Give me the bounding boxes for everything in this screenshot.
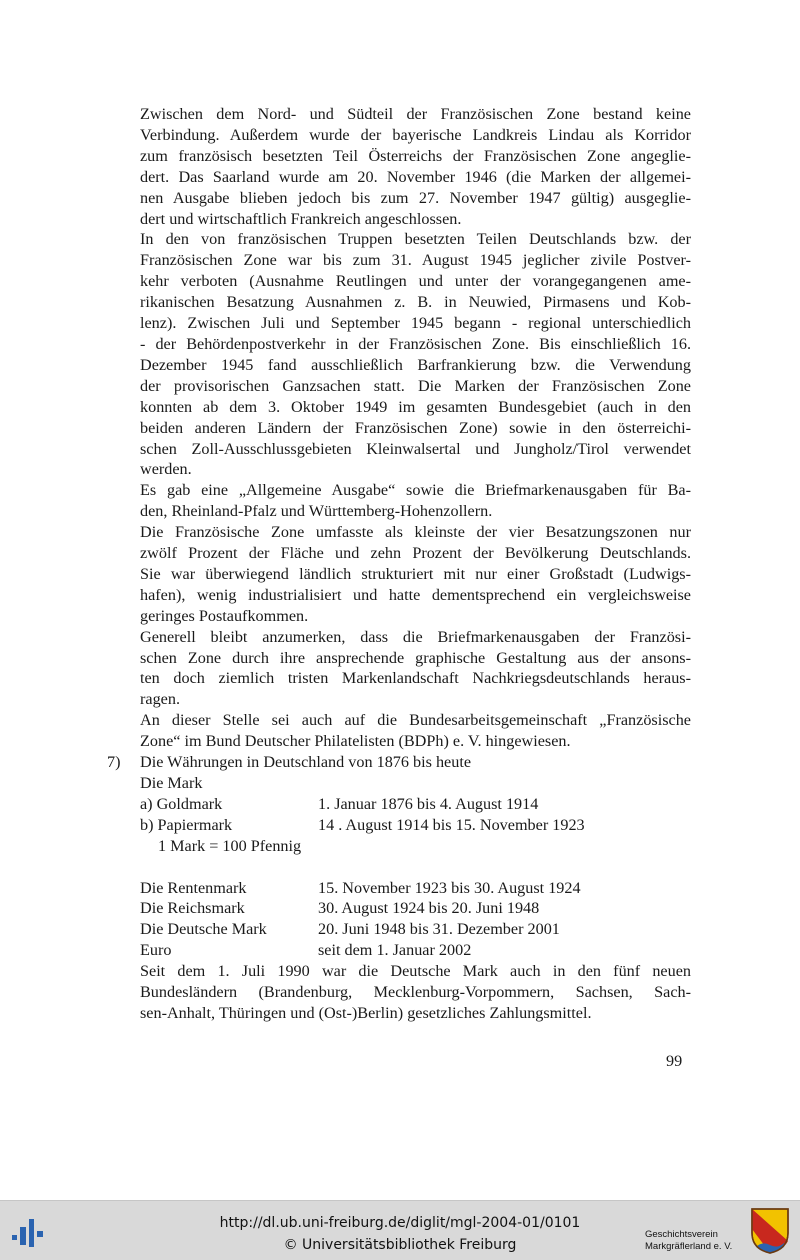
text-line: sen-Anhalt, Thüringen und (Ost-)Berlin) gesetzliches Zahlungsmittel. — [140, 1003, 592, 1022]
paragraph — [140, 522, 691, 627]
section-7 — [107, 752, 691, 1024]
text-line: Bundesländern (Brandenburg, Mecklenburg-Vorpommern, Sachsen, Sach- — [140, 983, 691, 1002]
text-line: Die Französische Zone umfasste als kleinste der vier Besatzungszonen nur — [140, 523, 691, 542]
text-line: nen Ausgabe blieben jedoch bis zum 27. November 1947 gültig) ausgeglie- — [140, 188, 691, 207]
text-line: In den von französischen Truppen besetzten Teilen Deutschlands bzw. der — [140, 230, 691, 249]
text-line: ragen. — [140, 690, 180, 709]
paragraph — [140, 104, 691, 229]
paragraph-list — [140, 104, 691, 752]
text-line: zum französisch besetzten Teil Österreichs der Französischen Zone angeglie- — [140, 146, 691, 165]
currency-period: 30. August 1924 bis 20. Juni 1948 — [318, 899, 540, 918]
mark-note: 1 Mark = 100 Pfennig — [158, 836, 302, 855]
coat-of-arms-icon[interactable] — [750, 1207, 790, 1255]
copyright-text: © Universitätsbibliothek Freiburg — [283, 1237, 517, 1253]
society-name — [645, 1229, 732, 1253]
text-line: schen Zoll-Ausschlussgebieten Kleinwalsertal und Jungholz/Tirol verwendet — [140, 439, 691, 458]
text-line: beiden anderen Ländern der Französischen Zone) sowie in den österreichi- — [140, 418, 691, 437]
section-subheading: Die Mark — [140, 774, 203, 792]
currency-row — [140, 940, 691, 961]
text-line: der provisorischen Ganzsachen statt. Die Marken der Französischen Zone — [140, 376, 691, 395]
currency-label: a) Goldmark — [140, 794, 223, 813]
currency-period: 20. Juni 1948 bis 31. Dezember 2001 — [318, 920, 560, 939]
blank-line — [140, 857, 691, 878]
society-name-line: Markgräflerland e. V. — [645, 1241, 733, 1252]
text-line: An dieser Stelle sei auch auf die Bundesarbeitsgemeinschaft „Französische — [140, 711, 691, 730]
text-line: Dezember 1945 fand ausschließlich Barfrankierung bzw. die Verwendung — [140, 355, 691, 374]
text-line: Sie war überwiegend ländlich strukturiert mit nur einer Großstadt (Ludwigs- — [140, 564, 691, 583]
society-name-line: Geschichtsverein — [645, 1229, 718, 1240]
text-line: geringes Postaufkommen. — [140, 606, 309, 625]
document-url-link[interactable]: http://dl.ub.uni-freiburg.de/diglit/mgl-2004-01/0101 — [219, 1215, 581, 1231]
text-line: Generell bleibt anzumerken, dass die Briefmarkenausgaben der Französi- — [140, 627, 691, 646]
currency-row — [140, 794, 691, 815]
text-line: Seit dem 1. Juli 1990 war die Deutsche Mark auch in den fünf neuen — [140, 962, 691, 981]
section-number: 7) — [107, 753, 121, 772]
section-heading: Die Währungen in Deutschland von 1876 bis heute — [140, 753, 472, 772]
currency-row — [140, 878, 691, 899]
currency-label: b) Papiermark — [140, 815, 233, 834]
currency-period: seit dem 1. Januar 2002 — [318, 941, 472, 960]
text-line: Zwischen dem Nord- und Südteil der Französischen Zone bestand keine — [140, 105, 691, 123]
currency-label: Euro — [140, 941, 172, 960]
page-number: 99 — [666, 1052, 683, 1070]
paragraph — [140, 229, 691, 480]
currency-row — [140, 898, 691, 919]
currency-period: 15. November 1923 bis 30. August 1924 — [318, 878, 581, 897]
currency-label: Die Deutsche Mark — [140, 920, 267, 939]
text-line: zwölf Prozent der Fläche und zehn Prozent der Bevölkerung Deutschlands. — [140, 544, 691, 563]
closing-paragraph — [140, 961, 691, 1024]
paragraph — [140, 627, 691, 711]
currency-label: Die Rentenmark — [140, 878, 247, 897]
text-line: dert. Das Saarland wurde am 20. November 1946 (die Marken der allgemei- — [140, 167, 691, 186]
text-line: - der Behördenpostverkehr in der Französischen Zone. Bis einschließlich 16. — [140, 334, 691, 353]
text-line: den, Rheinland-Pfalz und Württemberg-Hohenzollern. — [140, 502, 493, 521]
text-line: Es gab eine „Allgemeine Ausgabe“ sowie die Briefmarkenausgaben für Ba- — [140, 481, 691, 500]
currency-row — [140, 919, 691, 940]
currency-period: 1. Januar 1876 bis 4. August 1914 — [318, 794, 539, 813]
text-line: dert und wirtschaftlich Frankreich angeschlossen. — [140, 209, 462, 228]
text-line: werden. — [140, 460, 192, 479]
body-text — [107, 104, 691, 1024]
text-line: Zone“ im Bund Deutscher Philatelisten (BDPh) e. V. hingewiesen. — [140, 732, 571, 751]
text-line: hafen), wenig industrialisiert und hatte dementsprechend ein vergleichsweise — [140, 585, 691, 604]
text-line: schen Zone durch ihre ansprechende graphische Gestaltung aus der ansons- — [140, 648, 691, 667]
text-line: konnten ab dem 3. Oktober 1949 im gesamten Bundesgebiet (auch in den — [140, 397, 691, 416]
text-line: lenz). Zwischen Juli und September 1945 begann - regional unterschiedlich — [140, 314, 691, 333]
currency-label: Die Reichsmark — [140, 899, 245, 918]
text-line: rikanischen Besatzung Ausnahmen z. B. in Neuwied, Pirmasens und Kob- — [140, 293, 691, 312]
text-line: ten doch ziemlich tristen Markenlandschaft Nachkriegsdeutschlands heraus- — [140, 669, 691, 688]
currency-period: 14 . August 1914 bis 15. November 1923 — [318, 815, 585, 834]
paragraph — [140, 710, 691, 752]
text-line: Französischen Zone war bis zum 31. August 1945 jeglicher zivile Postver- — [140, 251, 691, 270]
text-line: kehr verboten (Ausnahme Reutlingen und unter der vorangegangenen ame- — [140, 272, 691, 291]
viewer-footer — [0, 1200, 800, 1260]
currency-row — [140, 815, 691, 836]
paragraph — [140, 480, 691, 522]
text-line: Verbindung. Außerdem wurde der bayerische Landkreis Lindau als Korridor — [140, 125, 691, 144]
